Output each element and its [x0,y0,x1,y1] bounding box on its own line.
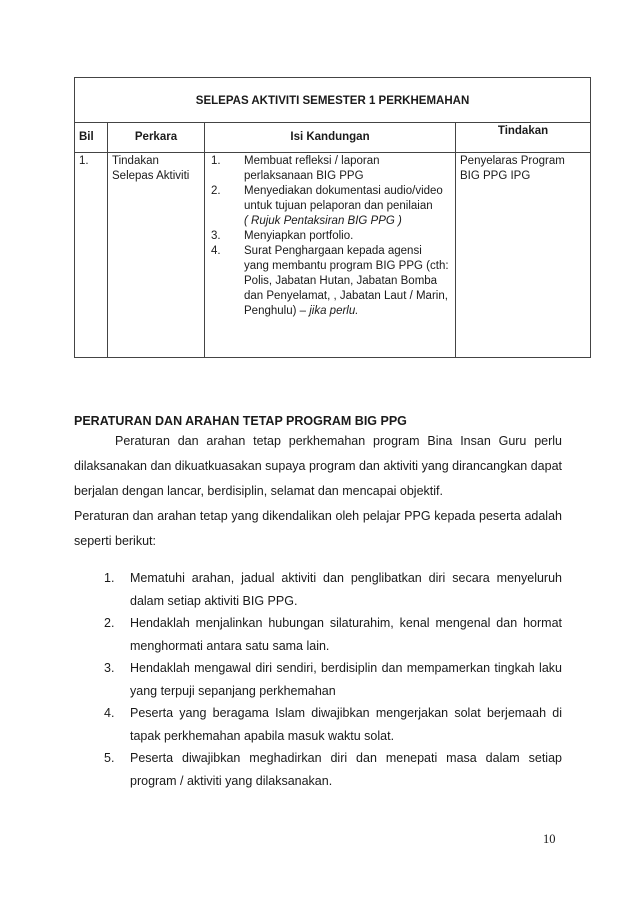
table-title: SELEPAS AKTIVITI SEMESTER 1 PERKHEMAHAN [75,78,591,123]
header-perkara: Perkara [108,123,205,153]
list-item-text: Peserta yang beragama Islam diwajibkan mengerjakan solat berjemaah di tapak perkhemahan apabila masuk waktu solat. [130,706,562,743]
row-perkara: Tindakan Selepas Aktiviti [108,153,205,358]
row-tindakan: Penyelaras Program BIG PPG IPG [456,153,591,358]
page-number: 10 [543,832,556,846]
intro-paragraph: Peraturan dan arahan tetap perkhemahan program Bina Insan Guru perlu dilaksanakan dan dikuatkuasakan supaya program dan aktiviti yang dirancangkan dapat berjalan dengan lancar, berdisiplin, selamat dan mencapai objektif. [74,434,562,498]
lead-paragraph: Peraturan dan arahan tetap yang dikendalikan oleh pelajar PPG kepada peserta adalah seperti berikut: [74,509,562,548]
content-item [211,184,449,229]
list-item-text: Mematuhi arahan, jadual aktiviti dan penglibatkan diri secara menyeluruh dalam setiap aktiviti BIG PPG. [130,571,562,608]
section-title: PERATURAN DAN ARAHAN TETAP PROGRAM BIG PPG [74,414,407,428]
content-item-number: 1. [211,155,221,167]
list-item-text: Hendaklah menjalinkan hubungan silaturahim, kenal mengenal dan hormat menghormati antara satu sama lain. [130,616,562,653]
header-tindakan: Tindakan [456,123,591,153]
list-item-number: 1. [104,571,115,585]
content-item-text: Surat Penghargaan kepada agensi yang membantu program BIG PPG (cth: Polis, Jabatan Hutan, Jabatan Bomba dan Penyelamat, , Jabatan Laut / Marin, Penghulu) – [244,245,449,317]
content-item-number: 2. [211,185,221,197]
header-isi-kandungan: Isi Kandungan [205,123,456,153]
row-isi-kandungan [205,153,456,358]
list-item [74,612,562,657]
list-item [74,747,562,792]
content-item [211,244,449,319]
list-item [74,702,562,747]
content-item [211,229,449,244]
activity-table [74,77,591,358]
header-bil: Bil [75,123,108,153]
content-item-note: ( Rujuk Pentaksiran BIG PPG ) [244,215,402,227]
content-item-text: Menyediakan dokumentasi audio/video untuk tujuan pelaporan dan penilaian [244,185,443,212]
list-item-text: Hendaklah mengawal diri sendiri, berdisiplin dan mempamerkan tingkah laku yang terpuji sepanjang perkhemahan [130,661,562,698]
content-item-text: Menyiapkan portfolio. [244,230,354,242]
list-item-number: 3. [104,661,115,675]
content-item [211,154,449,184]
list-item [74,657,562,702]
content-item-number: 4. [211,245,221,257]
list-item-number: 4. [104,706,115,720]
list-item-text: Peserta diwajibkan meghadirkan diri dan menepati masa dalam setiap program / aktiviti yang dilaksanakan. [130,751,562,788]
list-item-number: 2. [104,616,115,630]
content-item-number: 3. [211,230,221,242]
rules-list [74,567,562,792]
content-item-text: Membuat refleksi / laporan perlaksanaan BIG PPG [244,155,380,182]
list-item-number: 5. [104,751,115,765]
list-item [74,567,562,612]
content-item-note: jika perlu. [309,305,359,317]
row-bil: 1. [75,153,108,358]
